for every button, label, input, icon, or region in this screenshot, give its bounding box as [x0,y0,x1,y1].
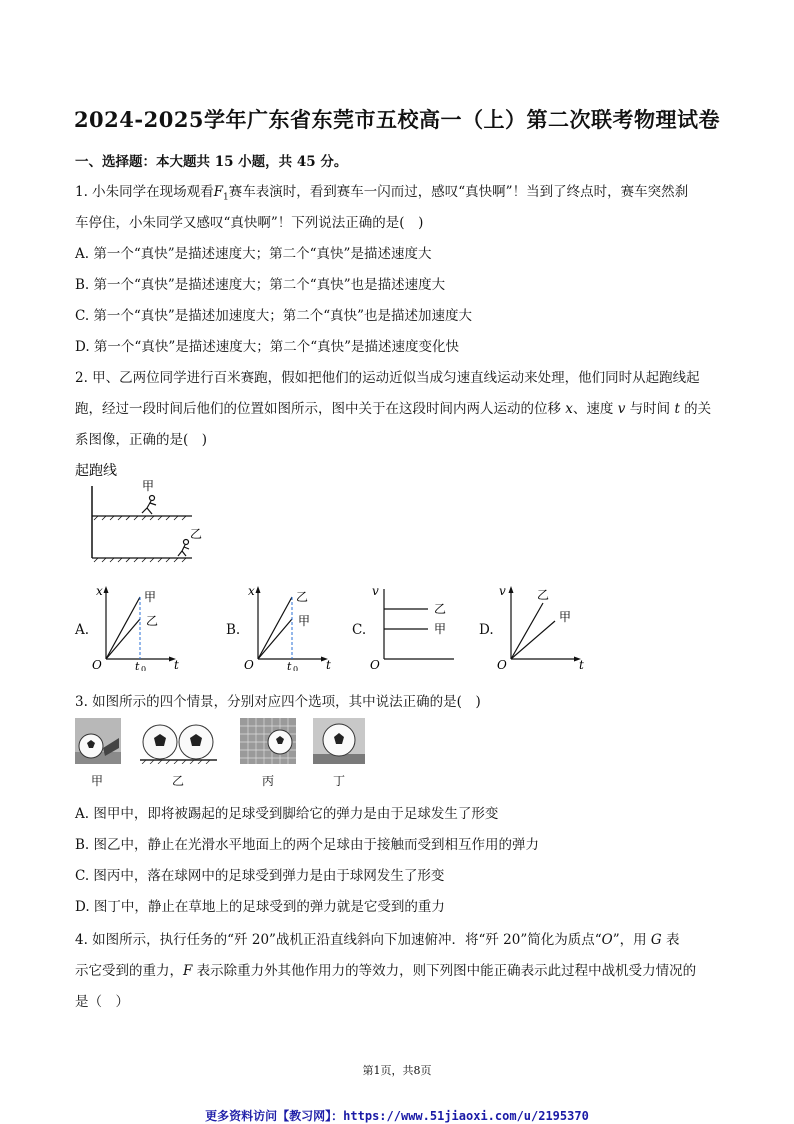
svg-text:t: t [135,660,140,671]
svg-text:0: 0 [141,665,147,671]
photo-label-bing: 丙 [262,774,275,788]
q4-line1: 4. 如图所示，执行任务的“歼 20”战机正沿直线斜向下加速俯冲．将“歼 20”简化为质点“O”，用 G 表 [75,932,680,948]
graph-a [88,583,183,671]
f1-symbol: F [213,184,224,200]
svg-text:乙: 乙 [296,590,309,604]
q3-option-c: C. 图丙中，落在球网中的足球受到弹力是由于球网发生了形变 [75,868,445,884]
option-d-letter: D. [479,622,494,638]
svg-text:甲: 甲 [144,590,157,604]
svg-text:x: x [96,584,103,598]
photo-bing-net [240,718,296,764]
q1-option-a: A. 第一个“真快”是描述速度大；第二个“真快”是描述速度大 [75,246,432,262]
svg-text:t: t [326,658,331,671]
svg-text:乙: 乙 [434,602,447,616]
graph-a-upper-line [106,597,140,659]
q1-option-d: D. 第一个“真快”是描述速度大；第二个“真快”是描述速度变化快 [75,339,460,355]
svg-text:O: O [497,658,507,671]
svg-text:t: t [579,658,584,671]
q1-line2: 车停住，小朱同学又感叹“真快啊”！下列说法正确的是( ) [75,215,424,231]
q3-option-b: B. 图乙中，静止在光滑水平地面上的两个足球由于接触而受到相互作用的弹力 [75,837,540,853]
graph-b [240,583,335,671]
svg-text:x: x [248,584,255,598]
option-a-letter: A. [75,622,90,638]
runner-jia-label: 甲 [142,479,155,493]
graph-d-lower-line [511,621,555,659]
option-c-letter: C. [352,622,367,638]
photo-ding-grass [313,718,365,764]
photo-jia-kick [75,718,121,764]
start-line-label: 起跑线 [75,463,117,479]
svg-text:乙: 乙 [146,614,159,628]
q3-line1: 3. 如图所示的四个情景，分别对应四个选项，其中说法正确的是( ) [75,694,481,710]
svg-text:甲: 甲 [434,622,447,636]
q3-option-d: D. 图丁中，静止在草地上的足球受到的弹力就是它受到的重力 [75,899,445,915]
graph-b-lower-line [258,619,292,659]
q1-option-b: B. 第一个“真快”是描述速度大；第二个“真快”也是描述速度大 [75,277,446,293]
svg-text:甲: 甲 [298,614,311,628]
svg-text:v: v [372,584,379,598]
q3-option-a: A. 图甲中，即将被踢起的足球受到脚给它的弹力是由于足球发生了形变 [75,806,499,822]
q1-line1: 1. 小朱同学在现场观看$F_1$赛车表演时，看到赛车一闪而过，感叹“真快啊”！当到了终点时，赛车突然刹 [75,184,689,203]
graph-b-upper-line [258,597,292,659]
q2-line1: 2. 甲、乙两位同学进行百米赛跑，假如把他们的运动近似当成匀速直线运动来处理，他们同时从起跑线起 [75,370,700,386]
svg-text:甲: 甲 [559,610,572,624]
option-b-letter: B. [226,622,241,638]
svg-text:O: O [244,658,254,671]
page-number: 第1页，共8页 [362,1064,432,1077]
q4-line2: 示它受到的重力，F 表示除重力外其他作用力的等效力，则下列图中能正确表示此过程中战机受力情况的 [75,963,697,979]
resource-link[interactable]: 更多资料访问【教习网】：https://www.51jiaoxi.com/u/2195370 [205,1109,589,1123]
photo-label-jia: 甲 [91,774,104,788]
race-track-figure [72,458,202,568]
graph-d [493,583,588,671]
svg-text:O: O [370,658,380,671]
svg-text:乙: 乙 [537,588,550,602]
q2-line3: 系图像，正确的是( ) [75,432,208,448]
svg-text:t: t [174,658,179,671]
photo-label-yi: 乙 [172,774,185,788]
q4-line3: 是（ ） [75,994,129,1010]
photo-label-ding: 丁 [333,774,346,788]
runner-jia-icon [142,496,156,515]
graph-c [366,583,461,671]
runner-yi-label: 乙 [190,527,202,541]
svg-text:O: O [92,658,102,671]
section-heading: 一、选择题：本大题共 15 小题，共 45 分。 [75,154,348,170]
q2-line2: 跑，经过一段时间后他们的位置如图所示，图中关于在这段时间内两人运动的位移 x、速度 v 与时间 t 的关 [75,401,712,417]
svg-text:t: t [287,660,292,671]
runner-yi-icon [178,540,189,557]
svg-text:0: 0 [293,665,299,671]
graph-a-lower-line [106,619,140,659]
svg-text:v: v [499,584,506,598]
photo-yi-two-balls [140,718,217,764]
q1-option-c: C. 第一个“真快”是描述加速度大；第二个“真快”也是描述加速度大 [75,308,473,324]
page-title: 2024-2025学年广东省东莞市五校高一（上）第二次联考物理试卷 [73,107,721,132]
hatching [94,516,186,562]
graph-d-upper-line [511,603,543,659]
